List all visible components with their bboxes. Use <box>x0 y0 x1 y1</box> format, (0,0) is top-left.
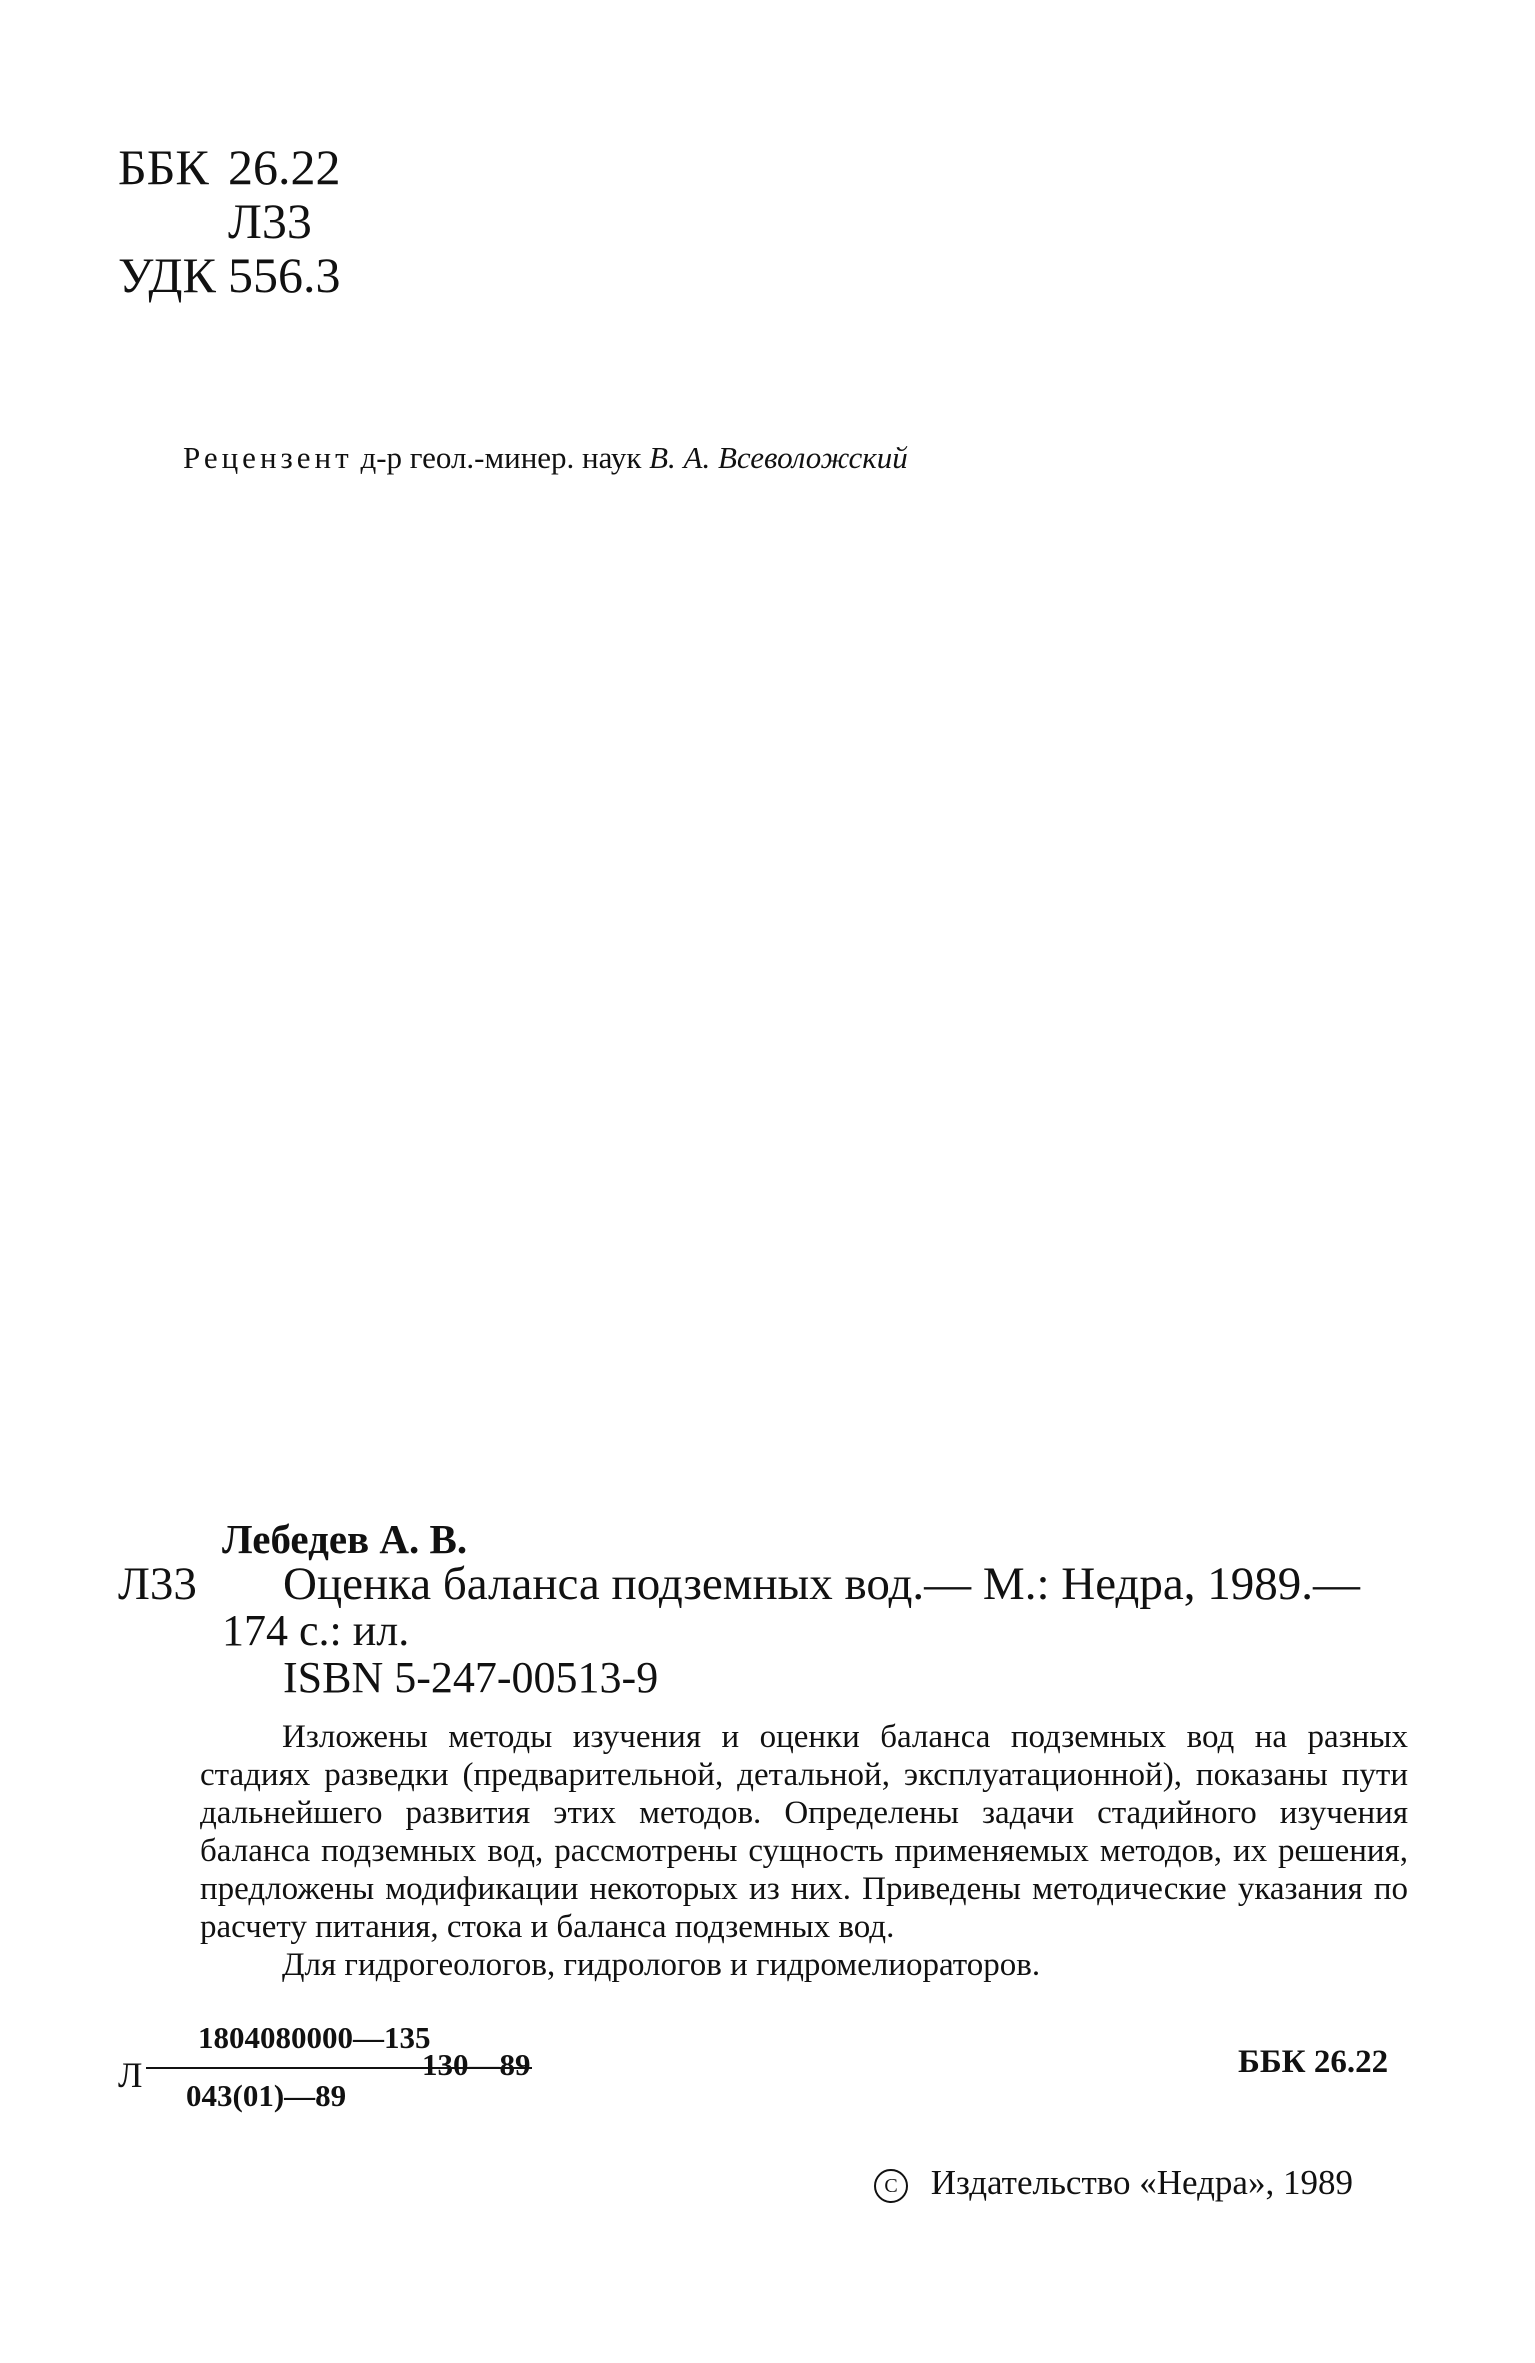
book-title: Оценка баланса подземных вод.— М.: Недра, 1989.— <box>283 1558 1360 1610</box>
reviewer-name: В. А. Всеволожский <box>649 440 908 475</box>
author-mark: Л33 <box>228 193 312 249</box>
copyright-icon: C <box>874 2169 908 2203</box>
reviewer-line <box>183 440 908 476</box>
reviewer-role: Рецензент <box>183 440 353 475</box>
copyright-text: Издательство «Недра», 1989 <box>930 2163 1353 2202</box>
isbn: ISBN 5-247-00513-9 <box>283 1653 659 1702</box>
formula-denominator: 043(01)—89 <box>186 2078 347 2113</box>
formula-suffix: 130—89 <box>422 2047 531 2082</box>
bbk-value: 26.22 <box>228 139 341 195</box>
abstract-text: Изложены методы изучения и оценки баланса подземных вод на разных стадиях разведки (предварительной, детальной, эксплуатационной), показаны пути дальнейшего развития этих методов. Определены задачи стадийного изучения баланса подземных вод, рассмотрены сущность применяемых методов, их решения, предложены модификации некоторых из них. Приведены методические указания по расчету питания, стока и баланса подземных вод. <box>200 1719 1408 1945</box>
copyright-line <box>874 2163 1353 2203</box>
udk-label: УДК <box>118 247 216 303</box>
bbk-bottom: ББК 26.22 <box>1238 2044 1389 2080</box>
bbk-label: ББК <box>118 139 209 195</box>
audience-text: Для гидрогеологов, гидрологов и гидромелиораторов. <box>282 1947 1041 1983</box>
formula-letter: Л <box>118 2055 143 2095</box>
book-author: Лебедев А. В. <box>222 1516 468 1562</box>
classification-codes <box>118 140 341 302</box>
book-pages: 174 с.: ил. <box>222 1606 410 1655</box>
catalog-formula <box>118 2020 548 2130</box>
udk-value: 556.3 <box>228 247 341 303</box>
library-code: Л33 <box>118 1558 197 1610</box>
formula-numerator: 1804080000—135 <box>198 2020 431 2055</box>
abstract <box>200 1718 1408 1984</box>
reviewer-degree: д-р геол.-минер. наук <box>360 440 642 475</box>
